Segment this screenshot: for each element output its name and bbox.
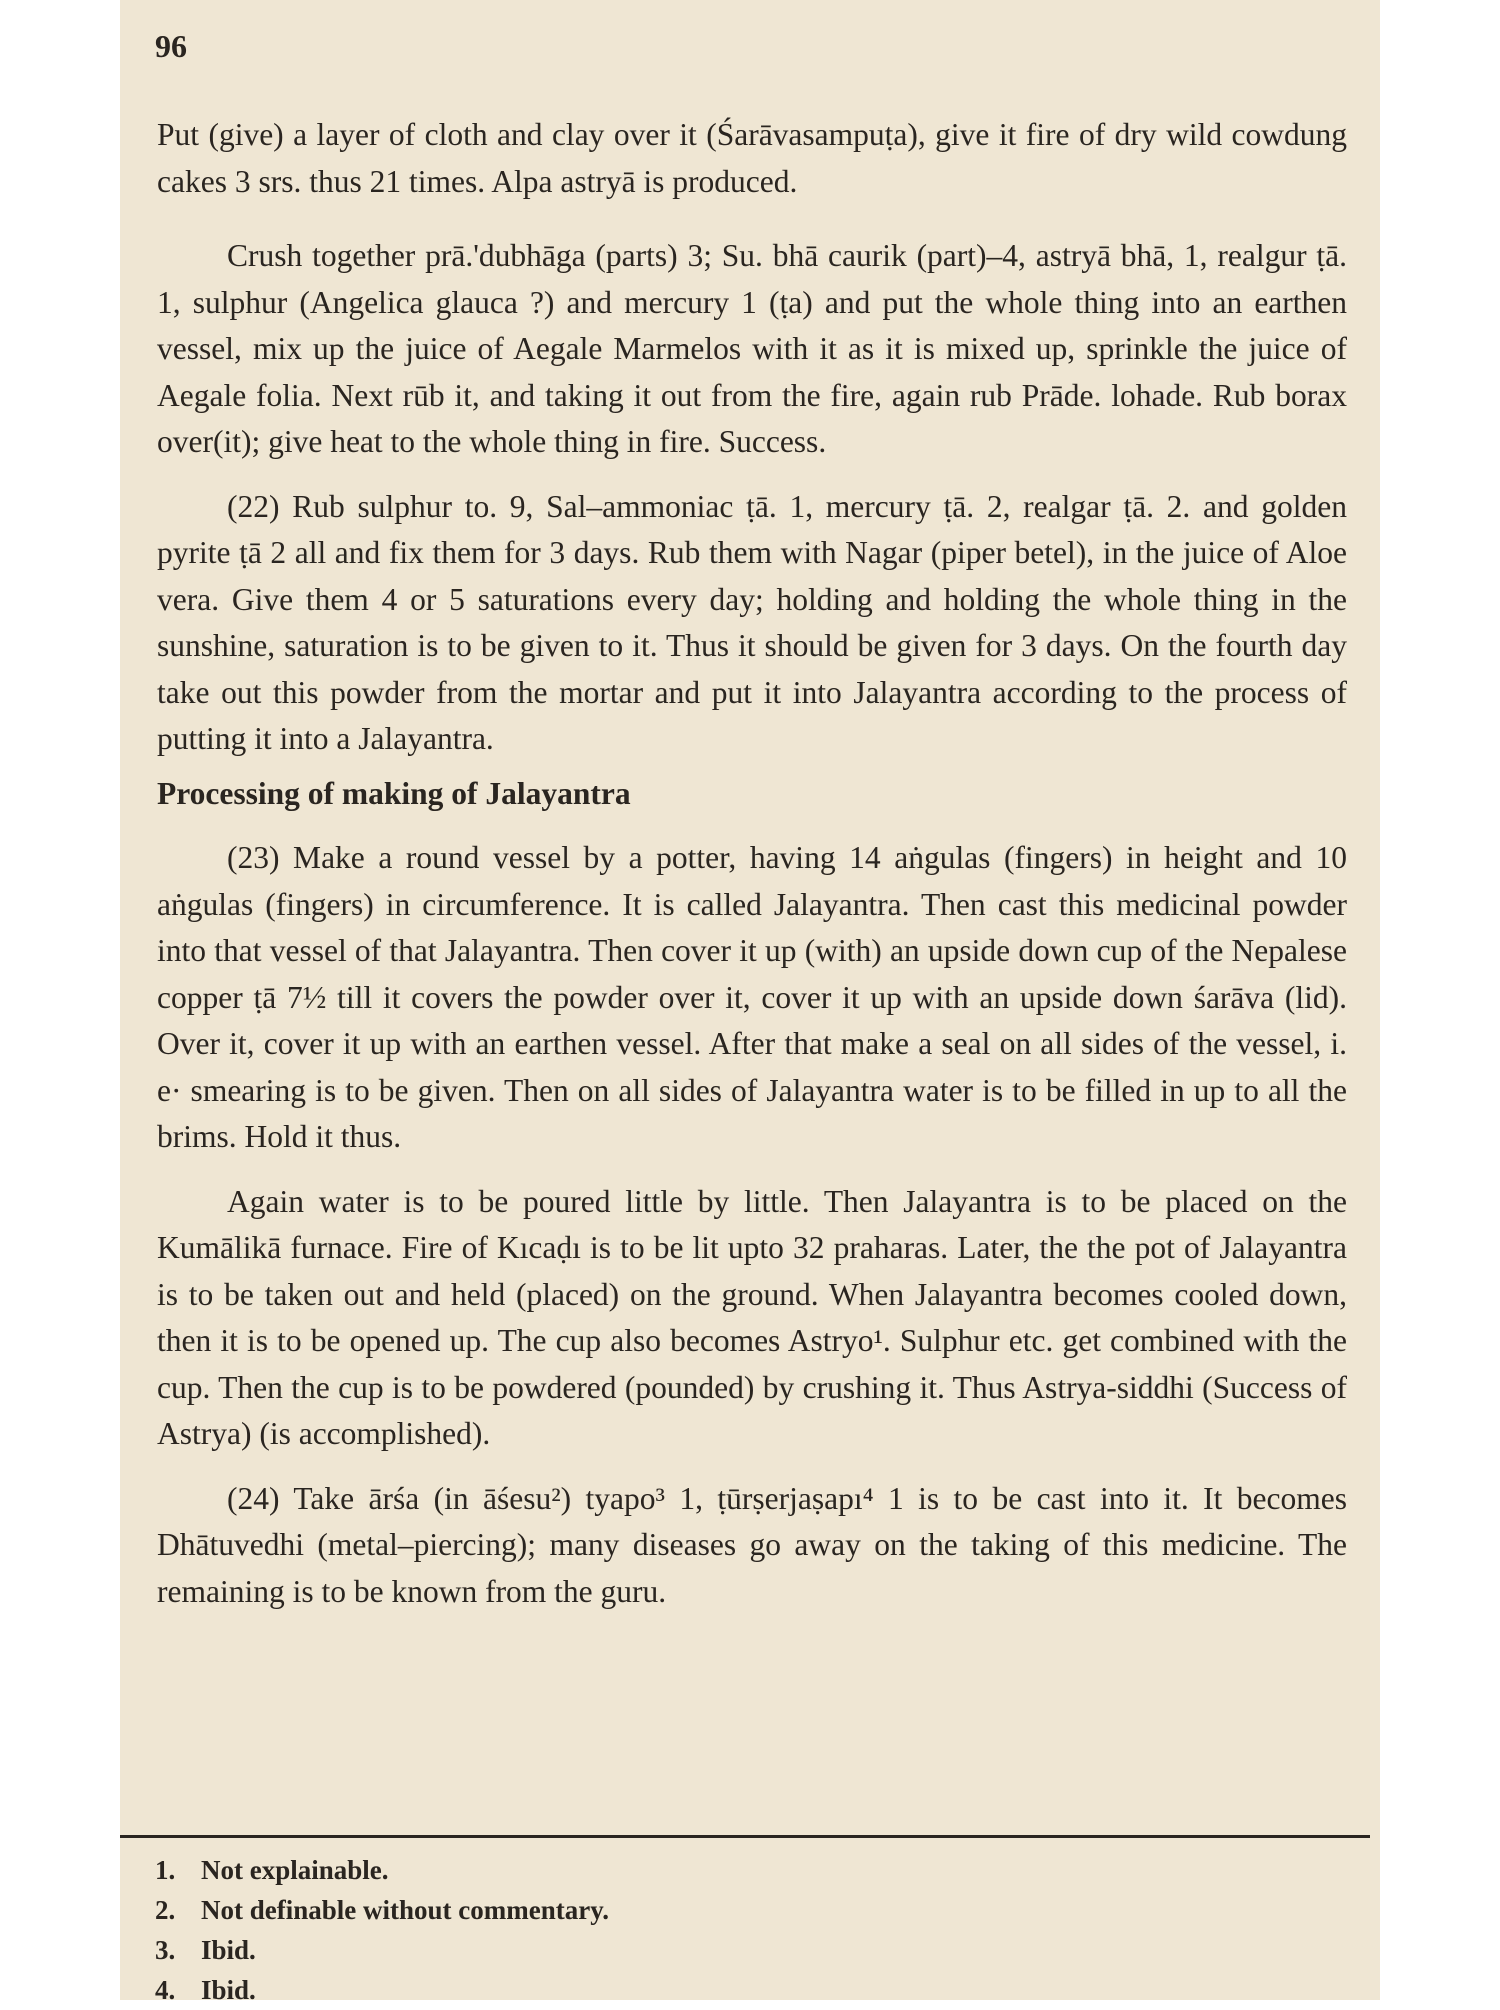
footnote-text: Ibid. <box>201 1935 256 1965</box>
footnote-item <box>155 1970 1155 2010</box>
footnote-divider <box>120 1835 1370 1838</box>
paragraph-crush-together: Crush together prā.'dubhāga (parts) 3; Su. bhā caurik (part)–4, astryā bhā, 1, realgur ṭā. 1, sulphur (Angelica glauca ?) and mercury 1 (ṭa) and put the whole thing into an earthen vessel, mix up the juice of Aegale Marmelos with it as it is mixed up, sprinkle the juice of Aegale folia. Next rūb it, and taking it out from the fire, again rub Prāde. lohade. Rub borax over(it); give heat to the whole thing in fire. Success. <box>157 238 1347 459</box>
footnote-text: Not definable without commentary. <box>201 1895 609 1925</box>
footnote-item <box>155 1930 1155 1970</box>
paragraph-22: (22) Rub sulphur to. 9, Sal–ammoniac ṭā. 1, mercury ṭā. 2, realgar ṭā. 2. and golden pyrite ṭā 2 all and fix them for 3 days. Rub them with Nagar (piper betel), in the juice of Aloe vera. Give them 4 or 5 saturations every day; holding and holding the whole thing in the sunshine, saturation is to be given to it. Thus it should be given for 3 days. On the fourth day take out this powder from the mortar and put it into Jalayantra according to the process of putting it into a Jalayantra. <box>157 488 1347 756</box>
book-page <box>120 0 1380 2005</box>
footnote-item <box>155 1890 1155 1930</box>
footnote-number: 2. <box>155 1895 176 1925</box>
page-number: 96 <box>155 28 187 64</box>
footnote-number: 1. <box>155 1855 176 1885</box>
paragraph-water-poured: Again water is to be poured little by little. Then Jalayantra is to be placed on the Kumālikā furnace. Fire of Kıcaḍı is to be lit upto 32 praharas. Later, the the pot of Jalayantra is to be taken out and held (placed) on the ground. When Jalayantra becomes cooled down, then it is to be opened up. The cup also becomes Astryo¹. Sulphur etc. get combined with the cup. Then the cup is to be powdered (pounded) by crushing it. Thus Astrya-siddhi (Success of Astrya) (is accomplished). <box>157 1183 1347 1451</box>
body-text <box>157 112 1347 1615</box>
paragraph-24: (24) Take ārśa (in āśesu²) tyapo³ 1, ṭūrṣerjaṣapı⁴ 1 is to be cast into it. It becomes Dhātuvedhi (metal–piercing); many diseases go away on the taking of this medicine. The remaining is to be known from the guru. <box>157 1480 1347 1609</box>
footnote-text: Ibid. <box>201 1975 256 2005</box>
paragraph-23: (23) Make a round vessel by a potter, having 14 aṅgulas (fingers) in height and 10 aṅgulas (fingers) in circumference. It is called Jalayantra. Then cast this medicinal powder into that vessel of that Jalayantra. Then cover it up (with) an upside down cup of the Nepalese copper ṭā 7½ till it covers the powder over it, cover it up with an upside down śarāva (lid). Over it, cover it up with an earthen vessel. After that make a seal on all sides of the vessel, i. e· smearing is to be given. Then on all sides of Jalayantra water is to be filled in up to all the brims. Hold it thus. <box>157 840 1347 1154</box>
footnote-number: 3. <box>155 1935 176 1965</box>
footnote-item <box>155 1850 1155 1890</box>
section-heading-jalayantra: Processing of making of Jalayantra <box>157 775 631 811</box>
paragraph-saravasamputa: Put (give) a layer of cloth and clay over it (Śarāvasampuṭa), give it fire of dry wild cowdung cakes 3 srs. thus 21 times. Alpa astryā is produced. <box>157 117 1347 199</box>
footnote-text: Not explainable. <box>201 1855 389 1885</box>
footnote-number: 4. <box>155 1975 176 2005</box>
footnotes-list <box>155 1850 1155 2010</box>
